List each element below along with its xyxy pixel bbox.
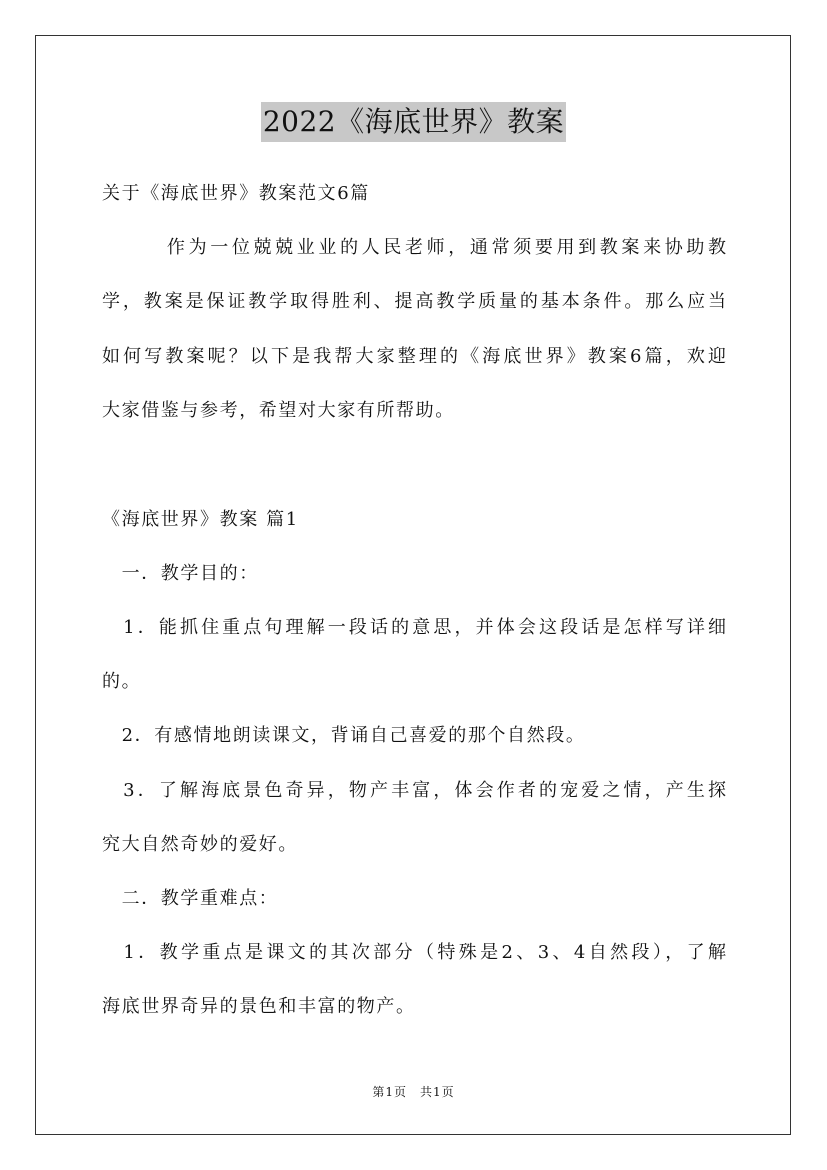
intro-line-3: 如何写教案呢？以下是我帮大家整理的《海底世界》教案6篇，欢迎 — [102, 346, 726, 367]
body-line-7: 二．教学重难点： — [102, 888, 279, 909]
body-line-3: 的。 — [102, 671, 142, 692]
body-line-9: 海底世界奇异的景色和丰富的物产。 — [102, 996, 416, 1017]
document-subtitle: 关于《海底世界》教案范文6篇 — [102, 183, 370, 204]
title-wrapper — [0, 102, 827, 142]
intro-line-4: 大家借鉴与参考，希望对大家有所帮助。 — [102, 400, 455, 421]
document-title: 2022《海底世界》教案 — [261, 102, 566, 142]
body-line-6: 究大自然奇妙的爱好。 — [102, 834, 298, 855]
section-heading: 《海底世界》教案 篇1 — [102, 509, 299, 530]
page-number-footer: 第1页 共1页 — [372, 1085, 455, 1099]
body-line-5: 3．了解海底景色奇异，物产丰富，体会作者的宠爱之情，产生探 — [102, 780, 726, 801]
intro-line-1: 作为一位兢兢业业的人民老师，通常须要用到教案来协助教 — [102, 237, 726, 258]
intro-line-2: 学，教案是保证教学取得胜利、提高教学质量的基本条件。那么应当 — [102, 291, 726, 312]
body-line-8: 1．教学重点是课文的其次部分（特殊是2、3、4自然段），了解 — [102, 942, 726, 963]
body-line-2: 1．能抓住重点句理解一段话的意思，并体会这段话是怎样写详细 — [102, 617, 726, 638]
body-line-1: 一．教学目的： — [102, 563, 259, 584]
body-line-4: 2．有感情地朗读课文，背诵自己喜爱的那个自然段。 — [102, 725, 586, 746]
